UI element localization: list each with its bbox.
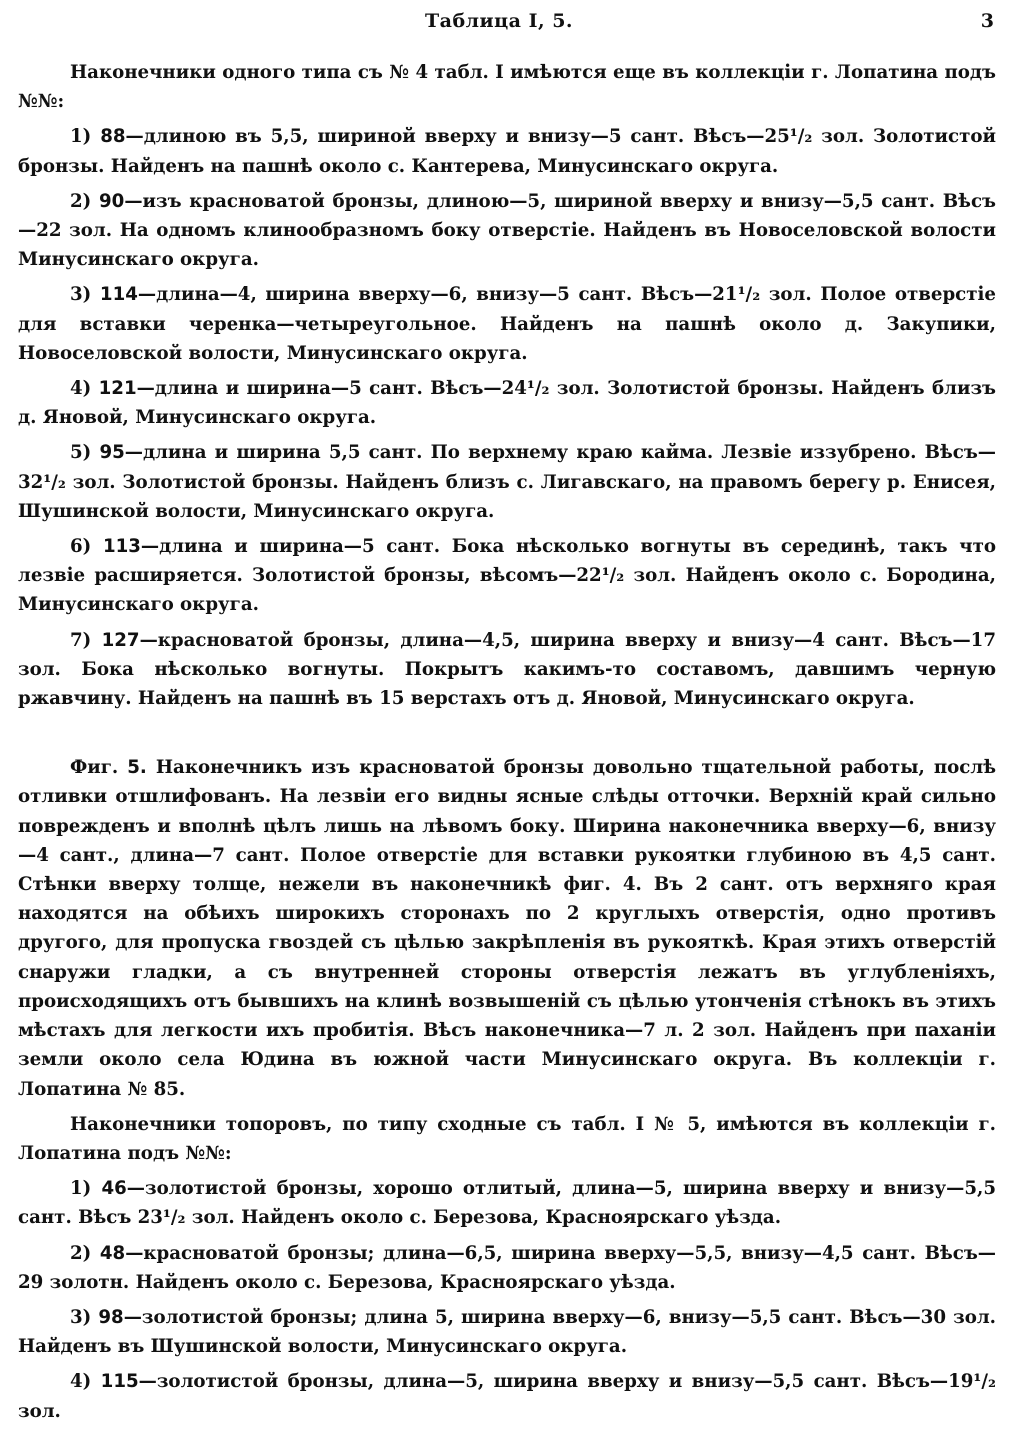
list-item: 2) 48—красноватой бронзы; длина—6,5, ширина вверху—5,5, внизу—4,5 сант. Вѣсъ—29 золотн. Найденъ около с. Березова, Красноярскаго уѣзда. [18,1242,996,1293]
section1-intro: Наконечники одного типа съ № 4 табл. I имѣются еще въ коллекціи г. Лопатина подъ №№: [18,62,996,113]
catalog-number: 46 [101,1178,127,1200]
list-item: 3) 98—золотистой бронзы; длина 5, ширина вверху—6, внизу—5,5 сант. Вѣсъ—30 зол. Найденъ въ Шушинской волости, Минусинскаго округа. [18,1306,996,1358]
list-item: 1) 88—длиною въ 5,5, шириной вверху и внизу—5 сант. Вѣсъ—25¹/₂ зол. Золотистой бронзы. Найденъ на пашнѣ около с. Кантерева, Минусинскаго округа. [18,126,996,177]
list-item: 4) 121—длина и ширина—5 сант. Вѣсъ—24¹/₂ зол. Золотистой бронзы. Найденъ близъ д. Яновой, Минусинскаго округа. [18,378,996,429]
catalog-number: 48 [99,1242,126,1264]
list-item: 2) 90—изъ красноватой бронзы, длиною—5, шириной вверху и внизу—5,5 сант. Вѣсъ—22 зол. На одномъ клинообразномъ боку отверстіе. Найденъ въ Новоселовской волости Минусинскаго округа. [18,190,996,271]
list-item: 7) 127—красноватой бронзы, длина—4,5, ширина вверху и внизу—4 сант. Вѣсъ—17 зол. Бока нѣсколько вогнуты. Покрытъ какимъ-то составомъ, давшимъ черную ржавчину. Найденъ на пашнѣ въ 15 верстахъ отъ д. Яновой, Минусинскаго округа. [18,629,996,710]
catalog-number: 90 [99,190,125,212]
body-text [18,58,996,1432]
list-item: 4) 115—золотистой бронзы, длина—5, ширина вверху и внизу—5,5 сант. Вѣсъ—19¹/₂ зол. [18,1371,996,1422]
list-item: 5) 95—длина и ширина 5,5 сант. По верхнему краю кайма. Лезвіе иззубрено. Вѣсъ—32¹/₂ зол. Золотистой бронзы. Найденъ близъ с. Лигавскаго, на правомъ берегу р. Енисея, Шушинской волости, Минусинскаго округа. [18,442,996,522]
catalog-number: 114 [99,284,138,306]
catalog-number: 98 [98,1306,124,1328]
list-item: 1) 46—золотистой бронзы, хорошо отлитый, длина—5, ширина вверху и внизу—5,5 сант. Вѣсъ 23¹/₂ зол. Найденъ около с. Березова, Красноярскаго уѣзда. [18,1178,996,1229]
list-item: 3) 114—длина—4, ширина вверху—6, внизу—5 сант. Вѣсъ—21¹/₂ зол. Полое отверстіе для вставки черенка—четыреугольное. Найденъ на пашнѣ около д. Закупики, Новоселовской волости, Минусинскаго округа. [18,284,996,364]
catalog-number: 95 [99,442,125,464]
figure-number: 5. [127,757,147,779]
section-gap [18,719,996,753]
catalog-number: 113 [102,536,141,558]
catalog-number: 121 [98,378,137,400]
page-number: 3 [980,10,994,32]
catalog-number: 127 [101,629,140,651]
list-item: 6) 113—длина и ширина—5 сант. Бока нѣсколько вогнуты въ серединѣ, такъ что лезвіе расширяется. Золотистой бронзы, вѣсомъ—22¹/₂ зол. Найденъ около с. Бородина, Минусинскаго округа. [18,536,996,616]
catalog-number: 88 [100,126,126,148]
section2-intro: Наконечники топоровъ, по типу сходные съ табл. I № 5, имѣются въ коллекціи г. Лопатина подъ №№: [18,1113,996,1164]
figure-5-description: Фиг. 5. Наконечникъ изъ красноватой бронзы довольно тщательной работы, послѣ отливки отшлифованъ. На лезвіи его видны ясные слѣды отточки. Верхній край сильно поврежденъ и вполнѣ цѣлъ лишь на лѣвомъ боку. Ширина наконечника вверху—6, внизу—4 сант., длина—7 сант. Полое отверстіе для вставки рукоятки глубиною въ 4,5 сант. Стѣнки вверху толще, нежели въ наконечникѣ фиг. 4. Въ 2 сант. отъ верхняго края находятся на обѣихъ широкихъ сторонахъ по 2 круглыхъ отверстія, одно противъ другого, для пропуска гвоздей съ цѣлью закрѣпленія въ рукояткѣ. Края этихъ отверстій снаружи гладки, а съ внутренней стороны отверстія лежатъ въ углубленіяхъ, происходящихъ отъ бывшихъ на клинѣ возвышеній съ цѣлью утонченія стѣнокъ въ этихъ мѣстахъ для легкости ихъ пробитія. Вѣсъ наконечника—7 л. 2 зол. Найденъ при паханіи земли около села Юдина въ южной части Минусинскаго округа. Въ коллекціи г. Лопатина № 85. [18,757,996,1100]
running-title: Таблица I, 5. [425,10,574,32]
catalog-number: 115 [100,1371,139,1393]
